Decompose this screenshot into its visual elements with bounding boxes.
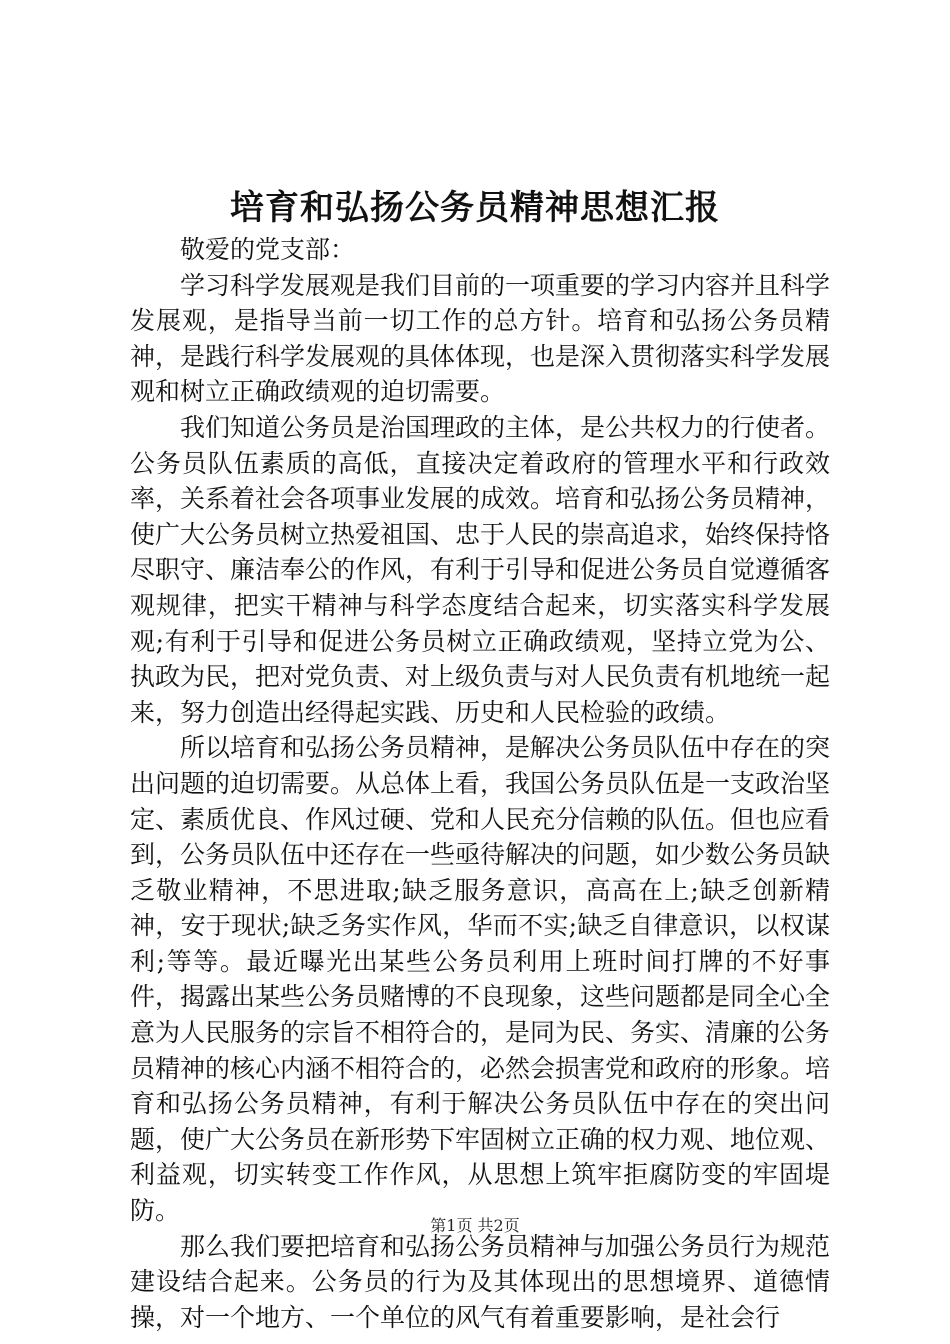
page-number-indicator: 第1页 共2页 xyxy=(430,1216,520,1235)
paragraph-2: 我们知道公务员是治国理政的主体，是公共权力的行使者。公务员队伍素质的高低，直接决定着政府的管理水平和行政效率，关系着社会各项事业发展的成效。培育和弘扬公务员精神，使广大公务员树立热爱祖国、忠于人民的崇高追求，始终保持恪尽职守、廉洁奉公的作风，有利于引导和促进公务员自觉遵循客观规律，把实干精神与科学态度结合起来，切实落实科学发展观;有利于引导和促进公务员树立正确政绩观，坚持立党为公、执政为民，把对党负责、对上级负责与对人民负责有机地统一起来，努力创造出经得起实践、历史和人民检验的政绩。 xyxy=(130,412,831,727)
paragraph-3: 所以培育和弘扬公务员精神，是解决公务员队伍中存在的突出问题的迫切需要。从总体上看，我国公务员队伍是一支政治坚定、素质优良、作风过硬、党和人民充分信赖的队伍。但也应看到，公务员队伍中还存在一些亟待解决的问题，如少数公务员缺乏敬业精神，不思进取;缺乏服务意识，高高在上;缺乏创新精神，安于现状;缺乏务实作风，华而不实;缺乏自律意识，以权谋利;等等。最近曝光出某些公务员利用上班时间打牌的不好事件，揭露出某些公务员赌博的不良现象，这些问题都是同全心全意为人民服务的宗旨不相符合的，是同为民、务实、清廉的公务员精神的核心内涵不相符合的，必然会损害党和政府的形象。培育和弘扬公务员精神，有利于解决公务员队伍中存在的突出问题，使广大公务员在新形势下牢固树立正确的权力观、地位观、利益观，切实转变工作作风，从思想上筑牢拒腐防变的牢固堤防。 xyxy=(130,733,831,1226)
document-body xyxy=(130,232,830,1335)
paragraph-4: 那么我们要把培育和弘扬公务员精神与加强公务员行为规范建设结合起来。公务员的行为及其体现出的思想境界、道德情操，对一个地方、一个单位的风气有着重要影响，是社会行 xyxy=(130,1231,831,1332)
greeting-line: 敬爱的党支部： xyxy=(180,235,356,264)
paragraph-1: 学习科学发展观是我们目前的一项重要的学习内容并且科学发展观，是指导当前一切工作的总方针。培育和弘扬公务员精神，是践行科学发展观的具体体现，也是深入贯彻落实科学发展观和树立正确政绩观的迫切需要。 xyxy=(130,270,831,407)
document-title: 培育和弘扬公务员精神思想汇报 xyxy=(230,188,720,228)
page-footer xyxy=(0,1216,950,1236)
